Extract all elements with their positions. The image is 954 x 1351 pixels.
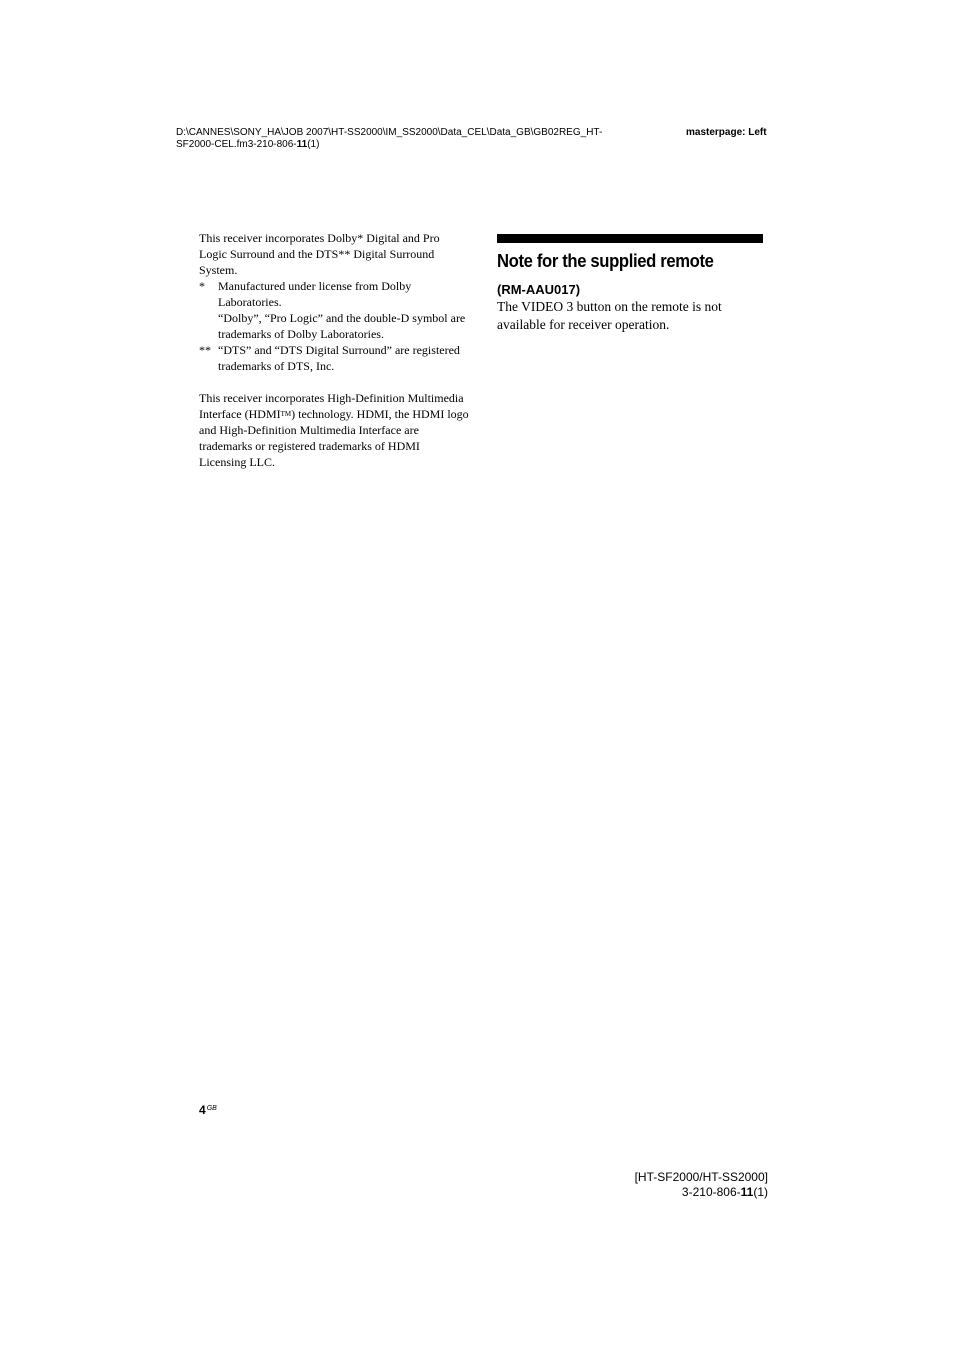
dolby-dts-paragraph: This receiver incorporates Dolby* Digital and Pro Logic Surround and the DTS** Digital Surround System. [199,231,440,277]
section-title: Note for the supplied remote [497,250,714,271]
footnote-dolby [199,278,469,342]
file-path-version: 11 [296,139,308,150]
footer-code [600,1185,768,1200]
hdmi-paragraph [199,390,469,470]
page-number [199,1103,217,1117]
footer-code-version: 11 [740,1185,754,1199]
footer-code-prefix: 3-210-806- [681,1185,741,1199]
footer-code-suffix: (1) [753,1185,768,1199]
file-path-suffix: (1) [307,139,320,150]
hdmi-paragraph-start: This receiver incorporates High-Definition Multimedia Interface (HDMI [199,391,464,421]
right-column [497,234,763,334]
remote-model-heading: (RM-AAU017) [497,282,581,297]
footer-model-code [600,1170,768,1200]
footnote-mark-double: ** [199,343,211,357]
masterpage-label: masterpage: Left [686,127,767,138]
footnote-dts [199,342,469,374]
section-title-bar [497,234,763,243]
left-column [199,230,469,470]
footnote-dts-text: “DTS” and “DTS Digital Surround” are registered trademarks of DTS, Inc. [218,343,460,373]
footnote-dolby-license: Manufactured under license from Dolby Laboratories. [218,279,412,309]
file-path-prefix: SF2000-CEL.fm3-210-806- [176,139,297,150]
remote-note-text: The VIDEO 3 button on the remote is not available for receiver operation. [497,299,722,332]
file-path-header [176,127,666,151]
footnote-mark-single: * [199,279,205,293]
footer-models: [HT-SF2000/HT-SS2000] [634,1170,768,1184]
hdmi-paragraph-end: ) technology. HDMI, the HDMI logo and High-Definition Multimedia Interface are trademarks or registered trademarks of HDMI Licensing LLC. [199,407,469,469]
file-path-line-1: D:\CANNES\SONY_HA\JOB 2007\HT-SS2000\IM_SS2000\Data_CEL\Data_GB\GB02REG_HT- [176,127,603,138]
footnote-dolby-trademark: “Dolby”, “Pro Logic” and the double-D symbol are trademarks of Dolby Laboratories. [218,311,466,341]
trademark-symbol: TM [280,410,292,418]
page-number-value: 4 [199,1103,206,1117]
page-number-suffix: GB [206,1105,217,1112]
file-path-line-2 [176,139,666,151]
